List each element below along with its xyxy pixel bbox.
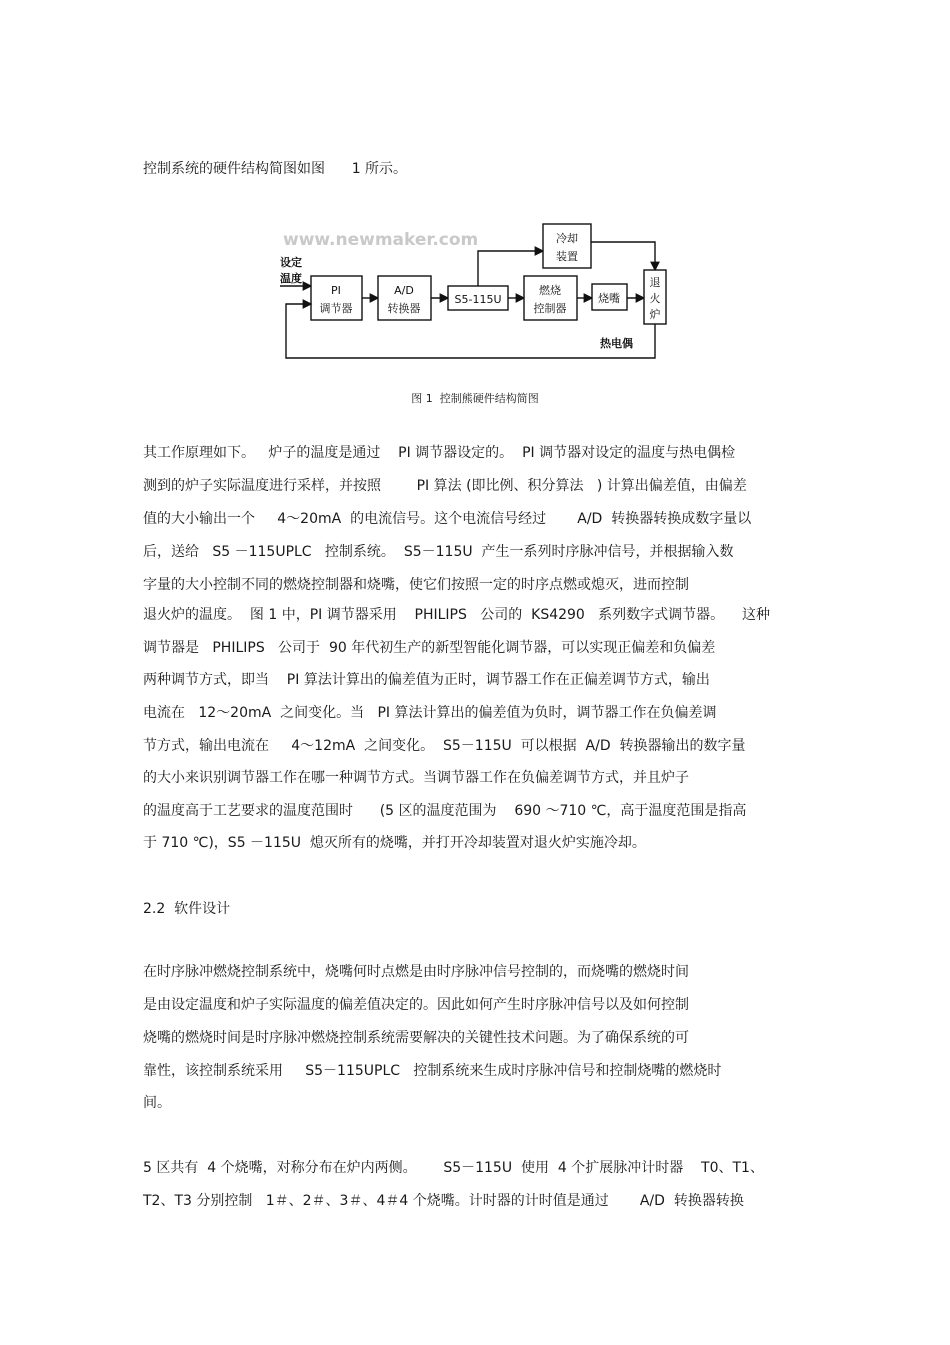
paragraph-line: 是由设定温度和炉子实际温度的偏差值决定的。因此如何产生时序脉冲信号以及如何控制 [143,997,689,1013]
pi-label: PI [331,284,341,297]
paragraph-line: 调节器是 PHILIPS 公司于 90 年代初生产的新型智能化调节器，可以实现正偏差和负偏差 [143,640,716,656]
watermark: www.newmaker.com [283,230,479,250]
cooling-label: 冷却 [556,232,578,245]
paragraph-line: 烧嘴的燃烧时间是时序脉冲燃烧控制系统需要解决的关键性技术问题。为了确保系统的可 [143,1030,689,1046]
paragraph-line: 5 区共有 4 个烧嘴，对称分布在炉内两侧。 S5－115U 使用 4 个扩展脉冲计时器 T0、T1、 [143,1160,764,1176]
pi-regulator-label: 调节器 [319,302,353,315]
paragraph-line: 的温度高于工艺要求的温度范围时 (5 区的温度范围为 690 ～710 ℃，高于温度范围是指高 [143,803,747,819]
paragraph-line: 在时序脉冲燃烧控制系统中，烧嘴何时点燃是由时序脉冲信号控制的，而烧嘴的燃烧时间 [143,964,689,980]
paragraph-line: 电流在 12～20mA 之间变化。当 PI 算法计算出的偏差值为负时，调节器工作在负偏差调 [143,705,717,721]
paragraph-line: 值的大小输出一个 4～20mA 的电流信号。这个电流信号经过 A/D 转换器转换成数字量以 [143,511,752,527]
cooling-device-label: 装置 [556,250,578,263]
paragraph-line: 间。 [143,1095,171,1111]
furnace-char-2: 火 [649,292,661,305]
intro-text: 控制系统的硬件结构简图如图 1 所示。 [143,161,408,177]
furnace-char-1: 退 [649,276,661,289]
paragraph-line: 测到的炉子实际温度进行采样，并按照 PI 算法 (即比例、积分算法 ) 计算出偏差值，由偏差 [143,478,747,494]
paragraph-line: 节方式，输出电流在 4～12mA 之间变化。 S5－115U 可以根据 A/D 转换器输出的数字量 [143,738,746,754]
section-heading: 2.2 软件设计 [143,901,231,917]
input-label-set: 设定 [280,256,302,269]
arrow-cooling-furnace [591,242,655,270]
plc-label: S5-115U [454,293,502,306]
paragraph-line: 后，送给 S5 －115UPLC 控制系统。 S5－115U 产生一系列时序脉冲信号，并根据输入数 [143,544,734,560]
paragraph-line: 退火炉的温度。 图 1 中，PI 调节器采用 PHILIPS 公司的 KS4290 系列数字式调节器。 这种 [143,607,770,623]
input-label-temp: 温度 [280,272,302,285]
paragraph-line: 靠性，该控制系统采用 S5－115UPLC 控制系统来生成时序脉冲信号和控制烧嘴的燃烧时 [143,1063,722,1079]
hardware-structure-diagram [278,218,678,366]
ad-label: A/D [394,284,414,297]
burn-label: 燃烧 [539,284,561,297]
paragraph-line: 的大小来识别调节器工作在哪一种调节方式。当调节器工作在负偏差调节方式，并且炉子 [143,770,689,786]
burner-label: 烧嘴 [598,292,620,305]
paragraph-line: 其工作原理如下。 炉子的温度是通过 PI 调节器设定的。 PI 调节器对设定的温度与热电偶检 [143,445,736,461]
thermocouple-label: 热电偶 [600,337,633,350]
figure-caption: 图 1 控制熊硬件结构简图 [411,392,539,405]
paragraph-line: T2、T3 分别控制 1＃、2＃、3＃、4＃4 个烧嘴。计时器的计时值是通过 A/D 转换器转换 [143,1193,744,1209]
paragraph-line: 两种调节方式，即当 PI 算法计算出的偏差值为正时，调节器工作在正偏差调节方式，输出 [143,672,710,688]
paragraph-line: 字量的大小控制不同的燃烧控制器和烧嘴，使它们按照一定的时序点燃或熄灭，进而控制 [143,577,689,593]
ad-converter-label: 转换器 [387,302,421,315]
paragraph-line: 于 710 ℃)，S5 －115U 熄灭所有的烧嘴，并打开冷却装置对退火炉实施冷却。 [143,835,646,851]
burn-controller-label: 控制器 [533,302,567,315]
furnace-char-3: 炉 [649,308,661,321]
